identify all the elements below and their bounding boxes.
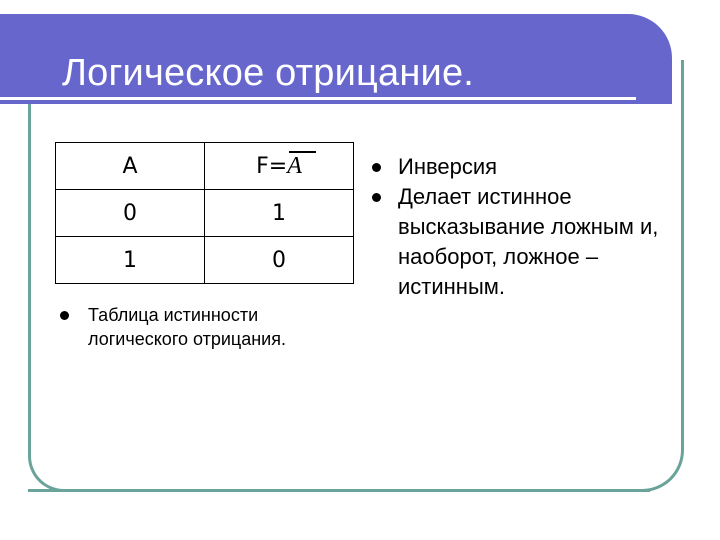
slide-frame-bottom — [60, 489, 650, 492]
bullet-dot-icon — [372, 193, 381, 202]
header-a: A — [56, 143, 205, 190]
table-row — [56, 237, 354, 284]
cell-f: 1 — [205, 190, 354, 237]
bullet-dot-icon — [60, 311, 69, 320]
header-f-prefix: F= — [256, 153, 288, 179]
negated-variable: A — [287, 152, 302, 179]
cell-a: 0 — [56, 190, 205, 237]
table-row — [56, 190, 354, 237]
left-bullet-list — [56, 303, 346, 351]
bullet-dot-icon — [372, 163, 381, 172]
list-item-text: Делает истинное высказывание ложным и, наоборот, ложное – истинным. — [398, 184, 659, 299]
list-item-text: Инверсия — [398, 154, 498, 179]
right-bullet-list — [368, 152, 668, 302]
cell-f: 0 — [205, 237, 354, 284]
list-item — [368, 182, 668, 302]
cell-a: 1 — [56, 237, 205, 284]
list-item — [368, 152, 668, 182]
title-underline — [0, 97, 636, 100]
list-item-text: Таблица истинности логического отрицания. — [88, 305, 286, 349]
slide-title: Логическое отрицание. — [62, 52, 475, 94]
table-header-row — [56, 143, 354, 190]
list-item — [56, 303, 346, 351]
header-f — [205, 143, 354, 190]
truth-table — [55, 142, 354, 284]
